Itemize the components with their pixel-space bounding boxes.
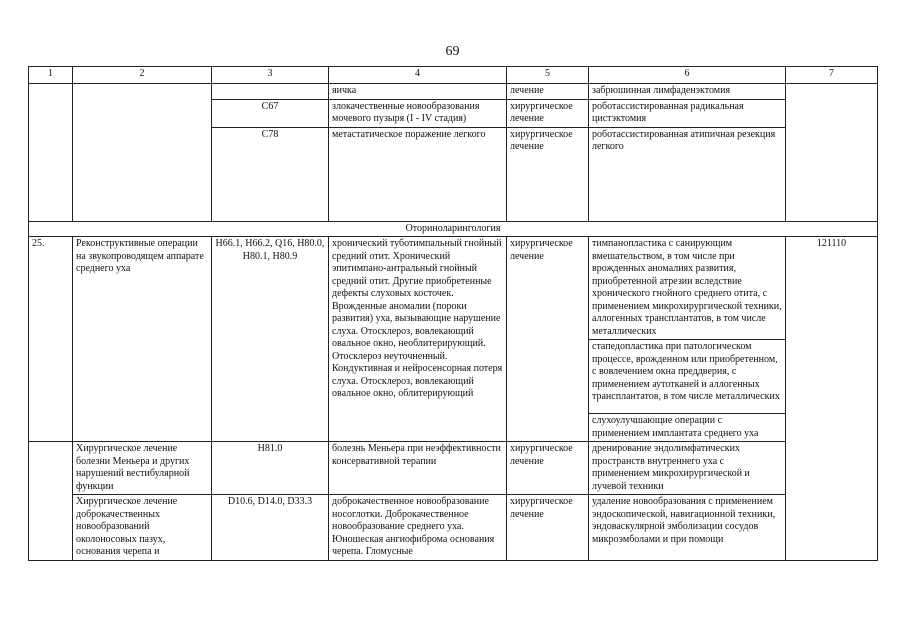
cell-treatment: лечение [507, 84, 589, 100]
header-row [29, 67, 878, 84]
entry-number: 25. [29, 237, 73, 442]
table-row [29, 237, 878, 340]
table-row [29, 495, 878, 561]
cell-treatment: хирургическое лечение [507, 99, 589, 127]
entry-treatment: хирургическое лечение [507, 442, 589, 495]
cell-empty [786, 84, 878, 222]
cell-codes: C67 [212, 99, 329, 127]
header-cell-6: 6 [589, 67, 786, 84]
cell-empty [29, 84, 73, 222]
cell-method: забрюшинная лимфаденэктомия [589, 84, 786, 100]
entry-codes: H81.0 [212, 442, 329, 495]
entry-name: Хирургическое лечение болезни Меньера и других нарушений вестибулярной функции [73, 442, 212, 495]
entry-codes: D10.6, D14.0, D33.3 [212, 495, 329, 561]
header-cell-1: 1 [29, 67, 73, 84]
entry-codes: H66.1, H66.2, Q16, H80.0, H80.1, H80.9 [212, 237, 329, 442]
cell-diagnosis: яичка [329, 84, 507, 100]
cell-empty [29, 442, 73, 561]
header-cell-4: 4 [329, 67, 507, 84]
header-cell-5: 5 [507, 67, 589, 84]
cell-method: роботассистированная атипичная резекция легкого [589, 127, 786, 221]
entry-cost: 121110 [786, 237, 878, 561]
cell-codes [212, 84, 329, 100]
entry-method: слухоулучшающие операции с применением имплантата среднего уха [589, 414, 786, 442]
entry-diagnosis: доброкачественное новообразование носоглотки. Доброкачественное новообразование среднего уха. Юношеская ангиофиброма основания черепа. Гломусные [329, 495, 507, 561]
table-row [29, 84, 878, 100]
cell-treatment: хирургическое лечение [507, 127, 589, 221]
cell-diagnosis: злокачественные новообразования мочевого пузыря (I - IV стадия) [329, 99, 507, 127]
header-cell-2: 2 [73, 67, 212, 84]
page-number: 69 [445, 44, 460, 59]
cell-empty [73, 84, 212, 222]
entry-diagnosis: болезнь Меньера при неэффективности консервативной терапии [329, 442, 507, 495]
table-row [29, 442, 878, 495]
header-cell-7: 7 [786, 67, 878, 84]
section-title: Оториноларингология [29, 221, 878, 237]
entry-treatment: хирургическое лечение [507, 495, 589, 561]
entry-name: Хирургическое лечение доброкачественных новообразований околоносовых пазух, основания черепа и [73, 495, 212, 561]
entry-method: удаление новообразования с применением эндоскопической, навигационной техники, эндоваскулярной эмболизации сосудов микроэмболами и при помощи [589, 495, 786, 561]
cell-diagnosis: метастатическое поражение легкого [329, 127, 507, 221]
entry-name: Реконструктивные операции на звукопроводящем аппарате среднего уха [73, 237, 212, 442]
cell-codes: C78 [212, 127, 329, 221]
entry-method: дренирование эндолимфатических пространств внутреннего уха с применением микрохирургической и лучевой техники [589, 442, 786, 495]
entry-diagnosis: хронический туботимпальный гнойный средний отит. Хронический эпитимпано-антральный гнойный средний отит. Другие приобретенные дефекты слуховых косточек. Врожденные аномалии (пороки развития) уха, вызывающие нарушение слуха. Отосклероз, вовлекающий овальное окно, необлитерирующий. Отосклероз неуточненный. Кондуктивная и нейросенсорная потеря слуха. Отосклероз, вовлекающий овальное окно, облитерирующий [329, 237, 507, 442]
header-cell-3: 3 [212, 67, 329, 84]
services-table [28, 66, 878, 561]
entry-method: стапедопластика при патологическом процессе, врожденном или приобретенном, с вовлечением окна преддверия, с применением аутотканей и аллогенных трансплантатов, в том числе металлических [589, 340, 786, 414]
cell-method: роботассистированная радикальная цистэктомия [589, 99, 786, 127]
entry-treatment: хирургическое лечение [507, 237, 589, 442]
entry-method: тимпанопластика с санирующим вмешательством, в том числе при врожденных аномалиях развития, приобретенной атрезии вследствие хронического гнойного среднего отита, с применением микрохирургической техники, аллогенных трансплантатов, в том числе металлических [589, 237, 786, 340]
section-row [29, 221, 878, 237]
